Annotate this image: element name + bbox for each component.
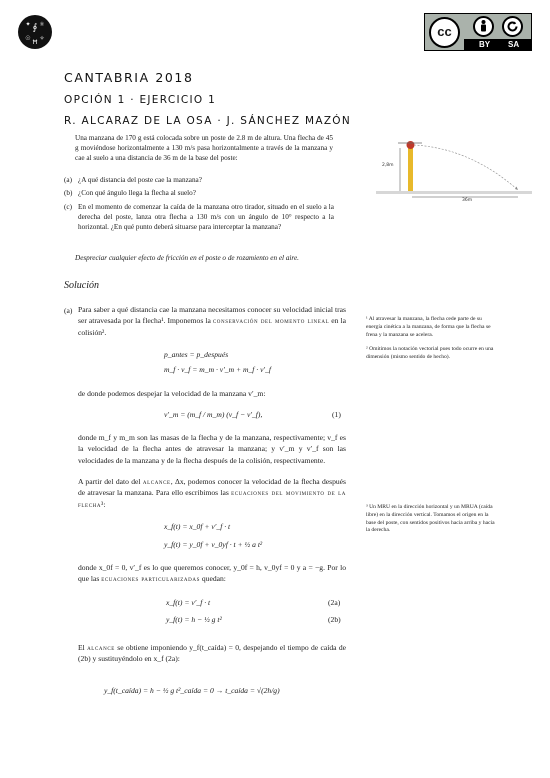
svg-text:∮: ∮ [32, 23, 38, 33]
svg-text:✦: ✦ [25, 21, 31, 28]
question-b-text: ¿Con qué ángulo llega la flecha al suelo? [78, 189, 196, 197]
paragraph-1-text: Para saber a qué distancia cae la manzana necesitamos conocer su velocidad inicial tras ser atravesada por la flecha¹. Imponemos la [78, 305, 346, 326]
solution-paragraph-5: donde x_0f = 0, v′_f es lo que queremos conocer, y_0f = h, v_0yf = 0 y a = −g. Por lo que las ecuaciones particularizadas quedan: [78, 563, 346, 584]
share-alike-icon [502, 16, 523, 37]
svg-text:⚛: ⚛ [39, 21, 45, 28]
range-term: alcance [142, 477, 171, 486]
problem-intro: Una manzana de 170 g está colocada sobre un poste de 2.8 m de altura. Una flecha de 45 g moviéndose horizontalmente a 130 m/s pasa horizontalmente a través de la manzana y cae al suelo a una distancia de 36 m de la base del poste: [75, 134, 333, 163]
cc-icon: cc [429, 17, 460, 48]
solution-paragraph-6: El alcance se obtiene imponiendo y_f(t_caída) = 0, despejando el tiempo de caída de (2b) y sustituyéndolo en x_f (2a): [78, 643, 347, 664]
equation-2b-number: (2b) [328, 615, 341, 624]
friction-note: Despreciar cualquier efecto de fricción en el poste o de rozamiento en el aire. [75, 254, 299, 262]
equation-fall-time: y_f(t_caída) = h − ½ g t²_caída = 0 → t_caída = √(2h/g) [104, 686, 280, 695]
apple [407, 141, 415, 149]
problem-figure [370, 136, 535, 202]
margin-note-1: ¹ Al atravesar la manzana, la flecha cede parte de su energía cinética a la manzana, de forma que la flecha se frena y la manzana se acelera. [366, 316, 491, 338]
equation-2a-number: (2a) [328, 598, 341, 607]
particularized-term: ecuaciones particularizadas [101, 574, 200, 584]
solution-paragraph-4: A partir del dato del alcance, Δx, podemos conocer la velocidad de la flecha después de atravesar la manzana. Para ello escribimos las ecuaciones del movimiento de la flecha³: [78, 477, 347, 509]
question-c-text: En el momento de comenzar la caída de la manzana otro tirador, situado en el suelo a la derecha del poste, lanza otra flecha a 130 m/s con un ángulo de 10° respecto a la horizontal. ¿En qué punto deberá situarse para interceptar la manzana? [78, 203, 334, 232]
trajectory-arrowhead [515, 187, 518, 191]
svg-text:✧: ✧ [39, 35, 45, 42]
equation-momentum-2: m_f · v_f = m_m · v′_m + m_f · v′_f [164, 365, 272, 374]
conservation-term: conservación del momento lineal [212, 316, 330, 326]
solution-a-label: (a) [64, 306, 73, 315]
question-a-text: ¿A qué distancia del poste cae la manzana? [78, 176, 202, 184]
cc-license-badge[interactable] [424, 13, 532, 51]
equation-momentum-1: p_antes = p_después [164, 350, 229, 359]
equation-x-motion: x_f(t) = x_0f + v′_f · t [164, 522, 231, 531]
solution-paragraph-2: de donde podemos despejar la velocidad de la manzana v′_m: [78, 389, 266, 398]
range-term-2: alcance [87, 643, 115, 652]
trajectory [414, 145, 518, 190]
svg-text:Ħ: Ħ [32, 39, 38, 46]
emblem-logo [17, 14, 53, 50]
height-label: 2,8m [382, 163, 394, 168]
question-a-label: (a) [64, 176, 72, 184]
question-c-label: (c) [64, 203, 72, 211]
paragraph-1-end: en la colisión². [78, 316, 346, 337]
equation-2a: x_f(t) = v′_f · t [166, 598, 211, 607]
post [408, 148, 413, 191]
equation-1-number: (1) [332, 410, 341, 419]
solution-paragraph-3: donde m_f y m_m son las masas de la flecha y de la manzana, respectivamente; v_f es la velocidad de la flecha antes de atravesar la manzana; y v′_m y v′_f son las velocidades de la manzana y de la flecha después de la colisión, respectivamente. [78, 433, 346, 465]
equation-2b: y_f(t) = h − ½ g t² [166, 615, 222, 624]
solution-paragraph-1 [78, 304, 346, 338]
margin-note-2: ² Omitimos la notación vectorial pues todo ocurre en una dimensión (mismo sentido de hecho). [366, 346, 494, 360]
license-strip [464, 39, 532, 50]
margin-note-3: ³ Un MRU en la dirección horizontal y un MRUA (caída libre) en la dirección vertical. Tomamos el origen en la base del poste, con sentidos positivos hacia arriba y hacia la derecha. [366, 504, 495, 534]
distance-label: 36m [462, 198, 473, 202]
document-title: CANTABRIA 2018 [64, 70, 194, 85]
document-header [64, 70, 351, 128]
sa-label: SA [508, 40, 520, 49]
authors: R. ALCARAZ DE LA OSA · J. SÁNCHEZ MAZÓN [64, 115, 352, 127]
motion-equations-term: ecuaciones del movimiento de la flecha [78, 488, 347, 509]
equation-1: v′_m = (m_f / m_m) (v_f − v′_f), [164, 410, 263, 419]
by-label: BY [479, 40, 491, 49]
solution-title: Solución [64, 280, 99, 291]
svg-text:☉: ☉ [25, 35, 31, 42]
equation-y-motion: y_f(t) = y_0f + v_0yf · t + ½ a t² [164, 540, 263, 549]
attribution-icon [473, 16, 494, 37]
question-b-label: (b) [64, 189, 73, 197]
ground [376, 191, 532, 194]
exercise-subtitle: OPCIÓN 1 · EJERCICIO 1 [64, 94, 217, 106]
